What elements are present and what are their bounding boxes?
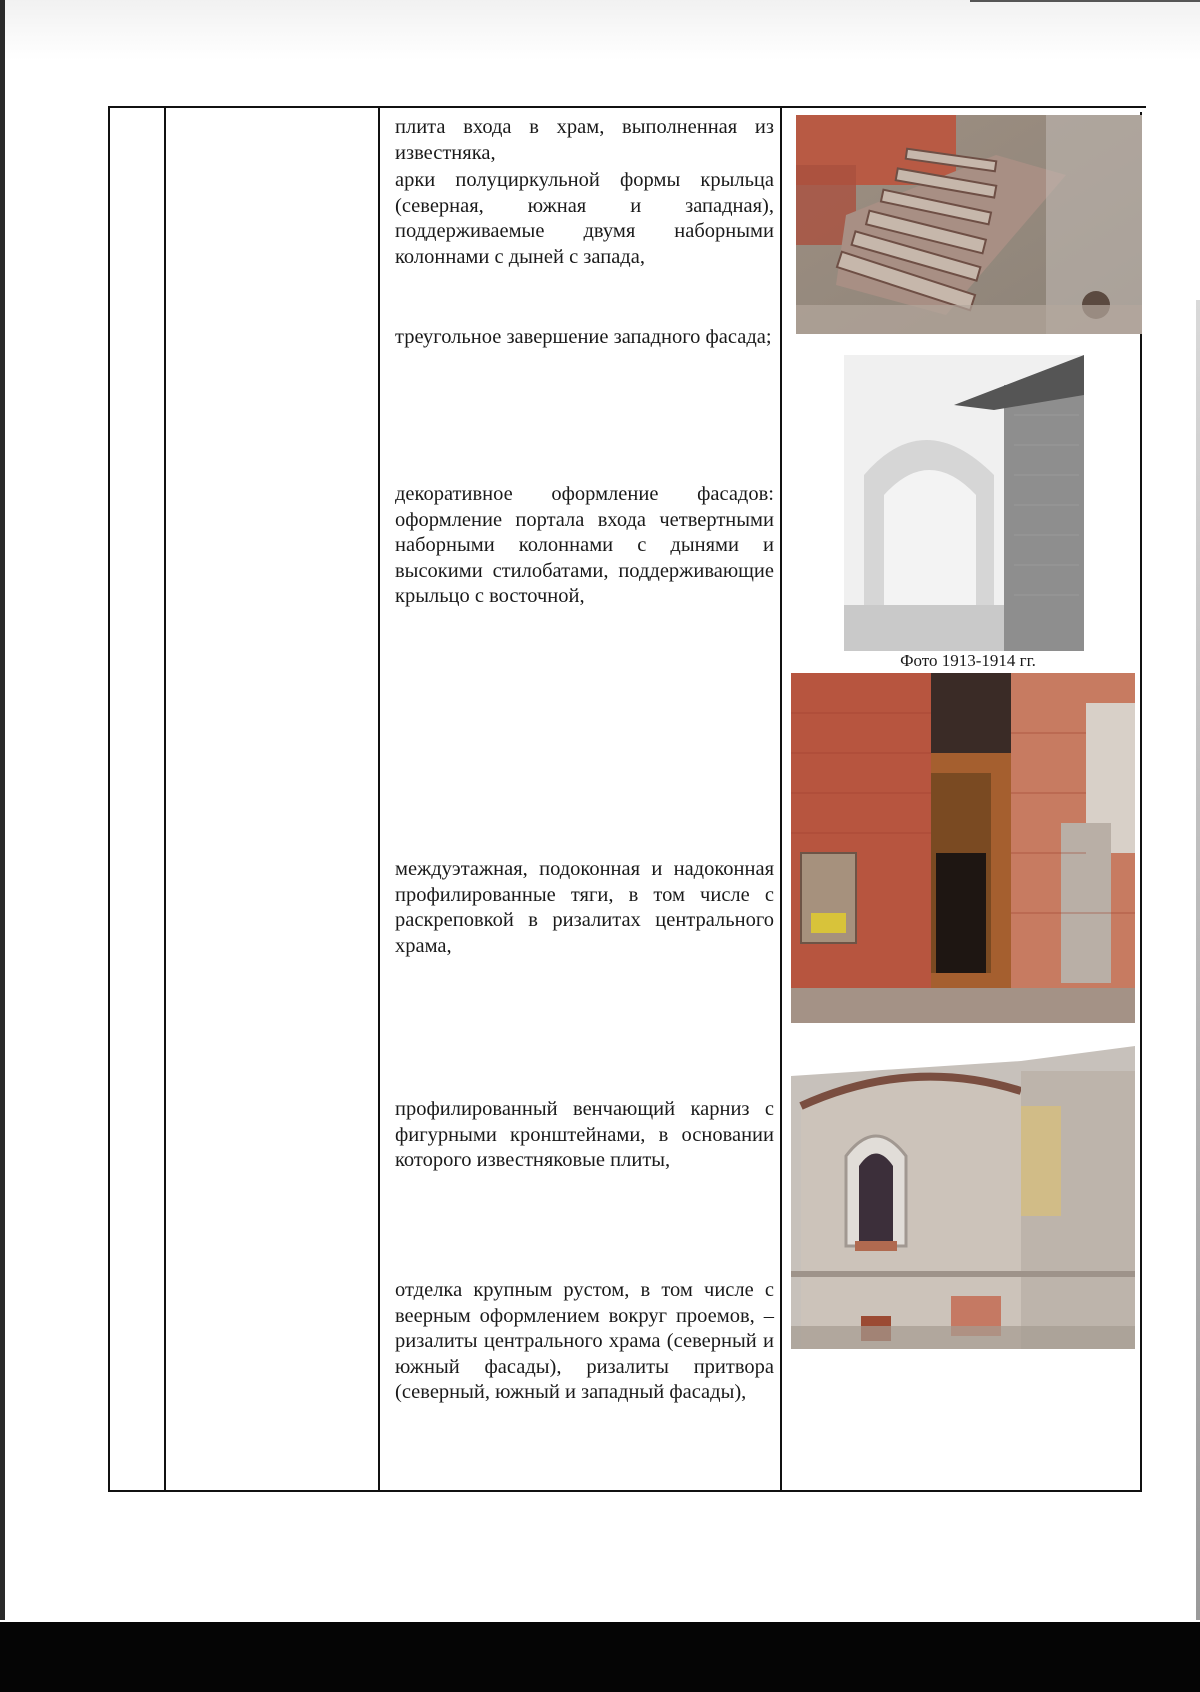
portal-columns-photo bbox=[791, 673, 1135, 1023]
paragraph-cornices-profiles: междуэтажная, подоконная и надоконная профилированные тяги, в том числе с раскреповкой в ризалитах центрального храма, bbox=[395, 858, 774, 957]
entrance-steps-photo bbox=[796, 115, 1142, 334]
paragraph-entrance-slab: плита входа в храм, выполненная из известняка, bbox=[395, 116, 774, 164]
scan-left-edge bbox=[0, 0, 5, 1620]
paragraph-crowning-cornice: профилированный венчающий карниз с фигурными кронштейнами, в основании которого известняковые плиты, bbox=[395, 1098, 774, 1171]
scan-bottom-band bbox=[0, 1622, 1200, 1692]
historic-arch-photo bbox=[844, 355, 1084, 651]
paragraph-facade-decor: декоративное оформление фасадов: оформление портала входа четвертными наборными колоннами с дынями и высокими стилобатами, поддерживающие крыльцо с восточной, bbox=[395, 483, 774, 607]
scan-edge-line bbox=[970, 0, 1200, 2]
scan-right-edge bbox=[1196, 300, 1200, 1620]
paragraph-rustication: отделка крупным рустом, в том числе с веерным оформлением вокруг проемов, – ризалиты центрального храма (северный и южный фасады), ризалиты притвора (северный, южный и западный фасады), bbox=[395, 1279, 774, 1403]
paragraph-porch-arches: арки полуциркульной формы крыльца (северная, южная и западная), поддерживаемые двумя наборными колоннами с дыней с запада, bbox=[395, 169, 774, 268]
scan-shade bbox=[0, 0, 1200, 60]
paragraph-west-gable: треугольное завершение западного фасада; bbox=[395, 326, 772, 348]
photo-caption: Фото 1913-1914 гг. bbox=[900, 651, 1036, 670]
apse-window-photo bbox=[791, 1046, 1135, 1349]
